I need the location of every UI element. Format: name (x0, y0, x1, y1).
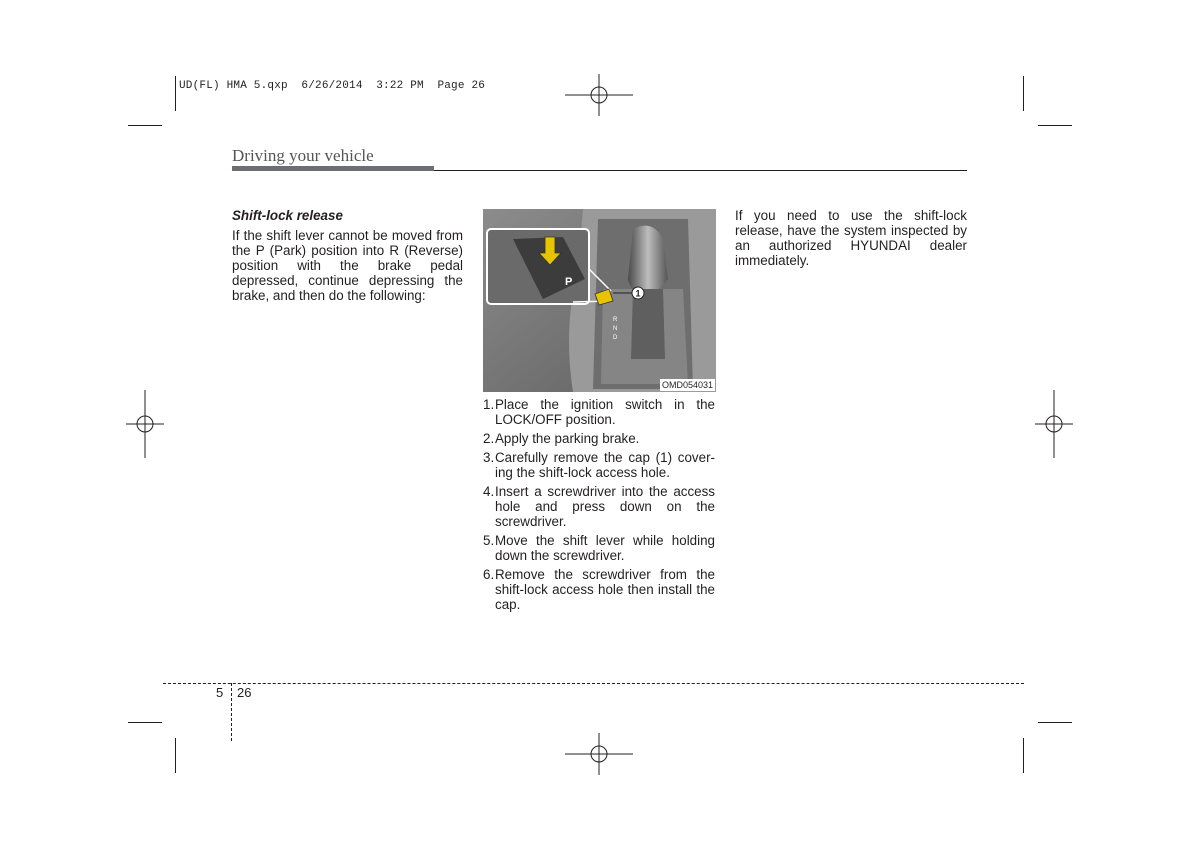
list-item: 3. Carefully remove the cap (1) cover-ing the shift-lock access hole. (483, 450, 715, 480)
header-rule-thin (434, 170, 967, 171)
left-column (232, 208, 463, 303)
section-title: Driving your vehicle (232, 146, 374, 165)
list-item: 1. Place the ignition switch in the LOCK/OFF position. (483, 397, 715, 427)
callout-number: 1 (635, 288, 641, 299)
inset-park-label: P (565, 276, 573, 288)
shift-lock-figure (483, 209, 716, 392)
right-column (735, 208, 967, 268)
footer-rule (163, 683, 1024, 684)
list-item: 6. Remove the screwdriver from the shift-lock access hole then install the cap. (483, 567, 715, 612)
chapter-number: 5 (216, 685, 224, 700)
footer-divider (231, 683, 232, 741)
print-slug: UD(FL) HMA 5.qxp 6/26/2014 3:22 PM Page 26 (179, 80, 486, 92)
page-number: 26 (237, 685, 252, 700)
inspection-note: If you need to use the shift-lock release, have the system inspected by an authorized HYUNDAI dealer immediately. (735, 208, 967, 268)
middle-column (483, 397, 715, 616)
header-rule-thick (232, 166, 434, 171)
intro-paragraph: If the shift lever cannot be moved from the P (Park) position into R (Reverse) position with the brake pedal depressed, continue depressing the brake, and then do the following: (232, 228, 463, 303)
gate-label-r: R (613, 317, 618, 323)
subsection-heading: Shift-lock release (232, 208, 343, 223)
gate-label-d: D (613, 335, 618, 341)
figure-code: OMD054031 (661, 380, 713, 390)
gate-label-n: N (613, 326, 618, 332)
list-item: 5. Move the shift lever while holding down the screwdriver. (483, 533, 715, 563)
list-item: 4. Insert a screwdriver into the access hole and press down on the screwdriver. (483, 484, 715, 529)
list-item: 2. Apply the parking brake. (483, 431, 640, 446)
shift-lever-illustration (483, 209, 716, 392)
steps-list (483, 397, 715, 612)
